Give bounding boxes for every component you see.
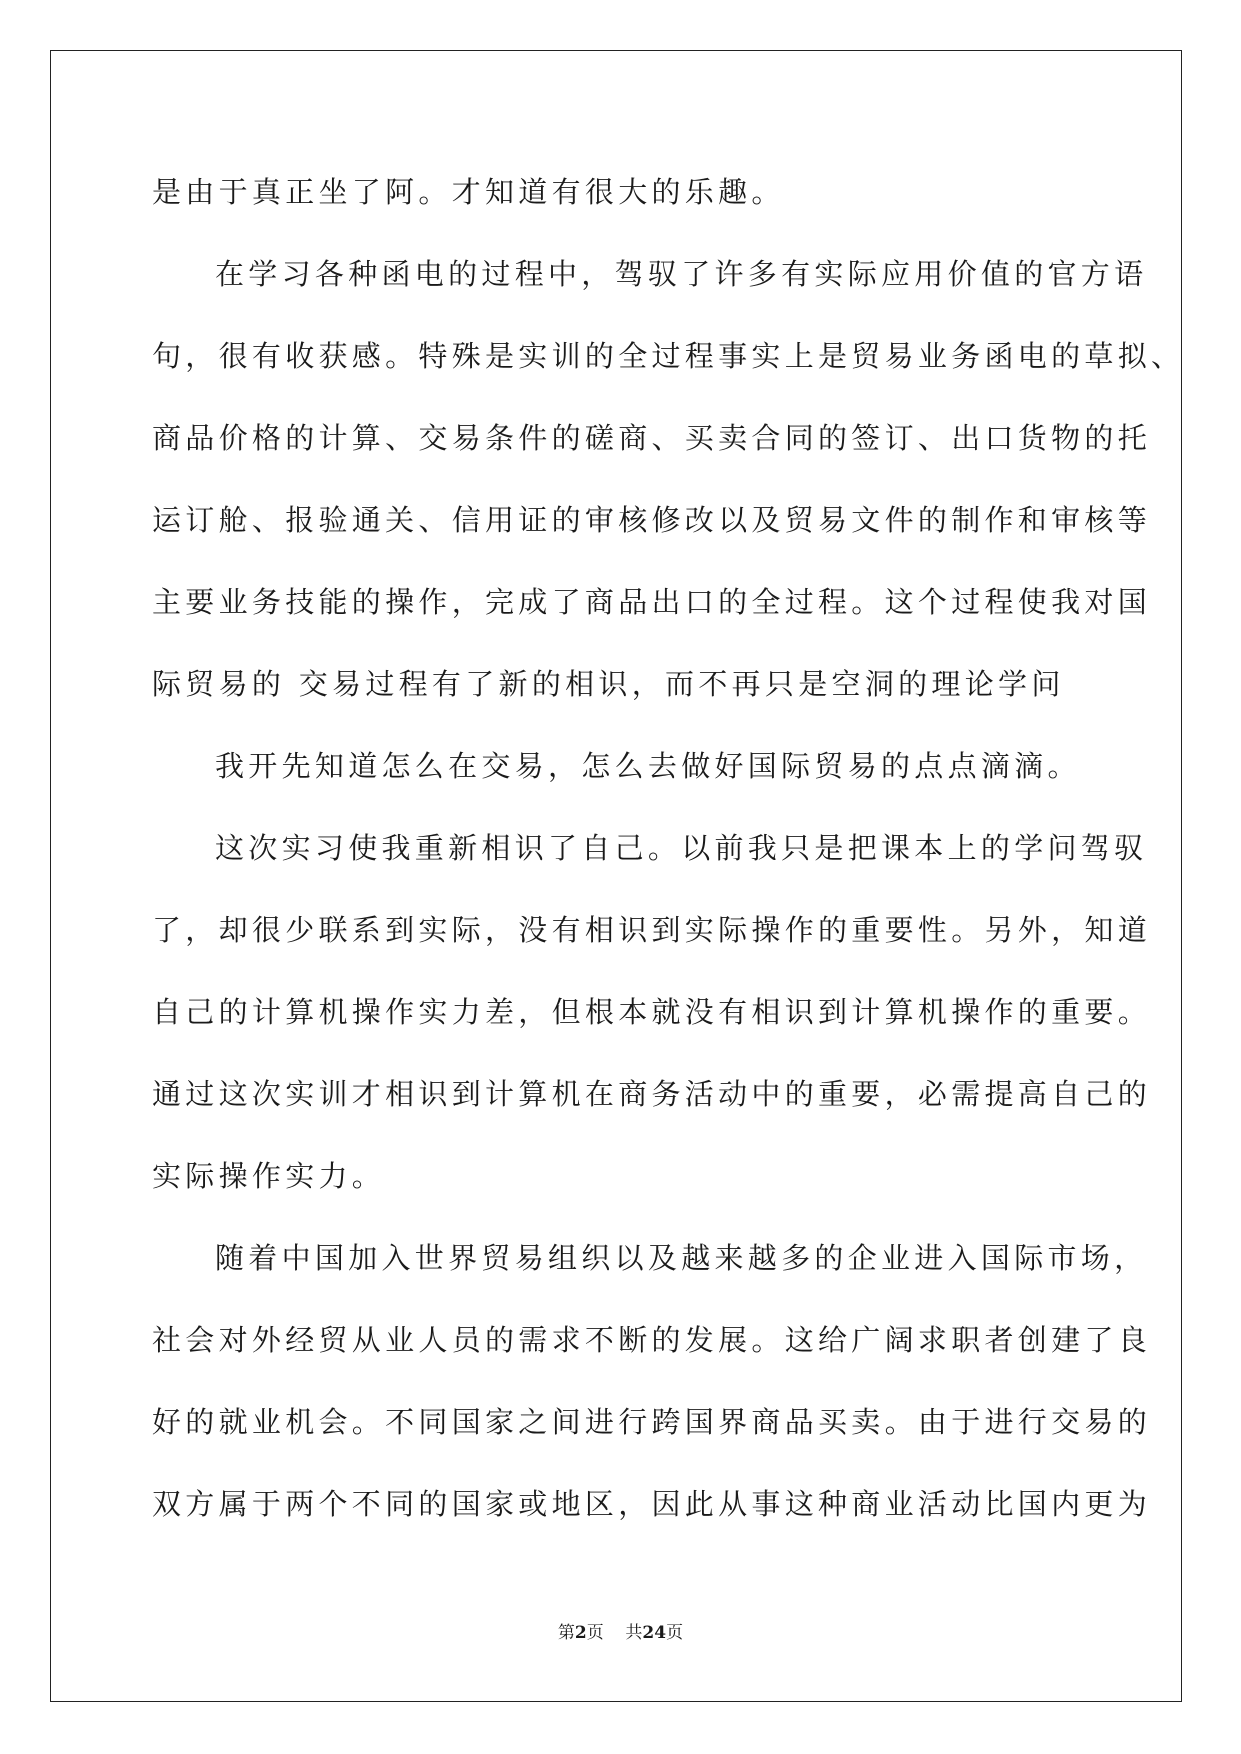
text-line: 主要业务技能的操作，完成了商品出口的全过程。这个过程使我对国 [152, 585, 1152, 619]
footer-prefix: 第 [557, 1623, 575, 1643]
text-line: 这次实习使我重新相识了自己。以前我只是把课本上的学问驾驭 [215, 831, 1148, 865]
text-line: 是由于真正坐了阿。才知道有很大的乐趣。 [152, 175, 785, 209]
text-line: 通过这次实训才相识到计算机在商务活动中的重要，必需提高自己的 [152, 1077, 1152, 1111]
text-line: 好的就业机会。不同国家之间进行跨国界商品买卖。由于进行交易的 [152, 1405, 1152, 1439]
text-line: 我开先知道怎么在交易，怎么去做好国际贸易的点点滴滴。 [215, 749, 1081, 783]
footer-page-suffix: 页 [586, 1623, 604, 1643]
text-line: 在学习各种函电的过程中，驾驭了许多有实际应用价值的官方语 [215, 257, 1148, 291]
text-line: 际贸易的 交易过程有了新的相识，而不再只是空洞的理论学问 [152, 667, 1065, 701]
text-line: 句，很有收获感。特殊是实训的全过程事实上是贸易业务函电的草拟、 [152, 339, 1185, 373]
text-line: 社会对外经贸从业人员的需求不断的发展。这给广阔求职者创建了良 [152, 1323, 1152, 1357]
text-line: 双方属于两个不同的国家或地区，因此从事这种商业活动比国内更为 [152, 1487, 1152, 1521]
text-line: 随着中国加入世界贸易组织以及越来越多的企业进入国际市场， [215, 1241, 1148, 1275]
text-line: 自己的计算机操作实力差，但根本就没有相识到计算机操作的重要。 [152, 995, 1152, 1029]
text-line: 运订舱、报验通关、信用证的审核修改以及贸易文件的制作和审核等 [152, 503, 1152, 537]
footer-total-prefix: 共 [625, 1623, 643, 1643]
footer-total-suffix: 页 [666, 1623, 684, 1643]
text-line: 了，却很少联系到实际，没有相识到实际操作的重要性。另外，知道 [152, 913, 1152, 947]
document-body [152, 157, 1185, 1551]
text-line: 商品价格的计算、交易条件的磋商、买卖合同的签订、出口货物的托 [152, 421, 1152, 455]
page-number: 2 [574, 1623, 587, 1643]
page-footer [0, 1618, 1241, 1643]
total-pages: 24 [642, 1623, 667, 1643]
text-line: 实际操作实力。 [152, 1159, 386, 1193]
